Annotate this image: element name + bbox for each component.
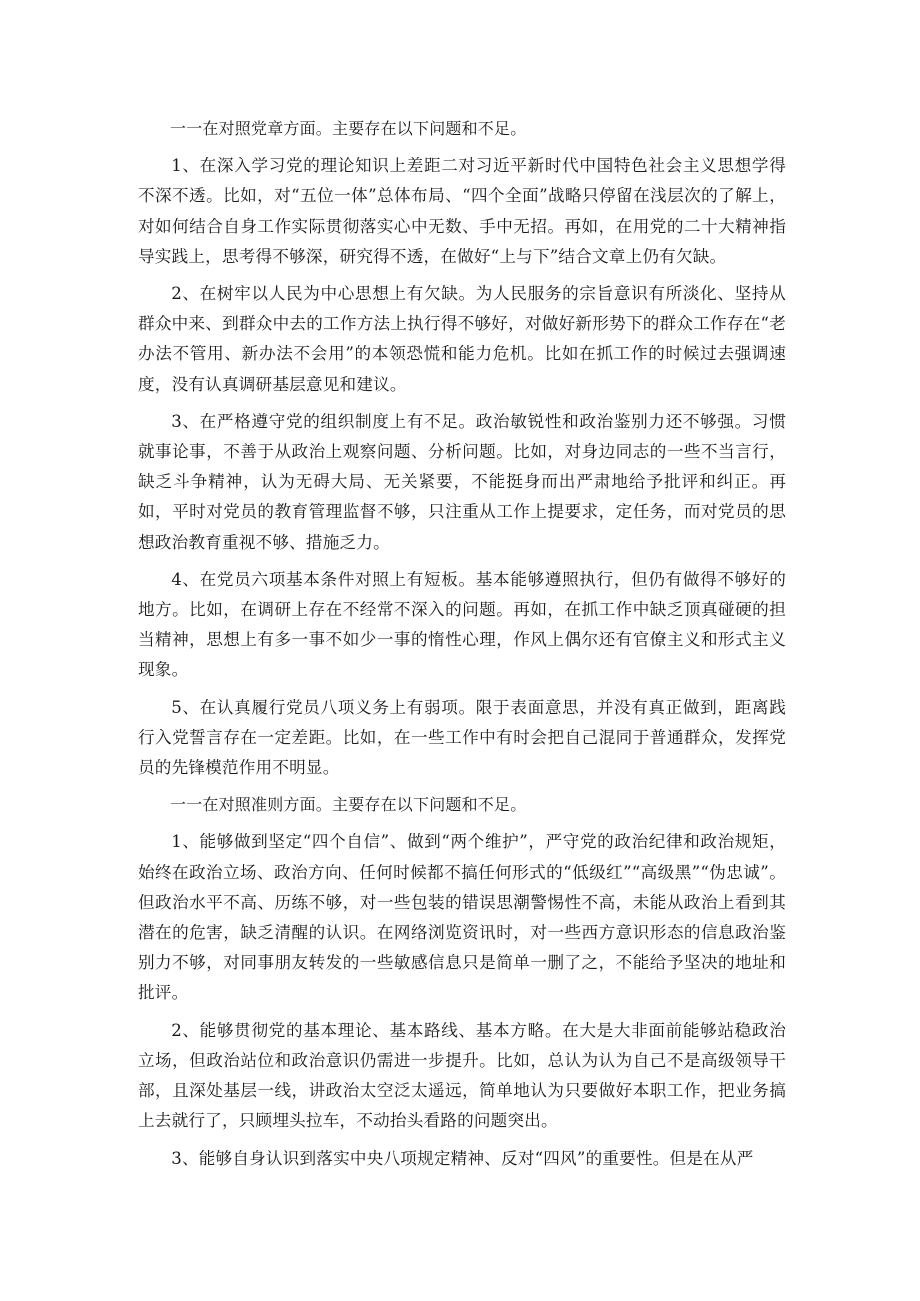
paragraph-guideline-3: 3、能够自身认识到落实中央八项规定精神、反对“四风”的重要性。但是在从严 [171, 1148, 754, 1168]
paragraph-guideline-2: 2、能够贯彻党的基本理论、基本路线、基本方略。在大是大非面前能够站稳政治立场，但政治站位和政治意识仍需进一步提升。比如，总认为认为自己不是高级领导干部，且深处基层一线，讲政治太空泛太遥远，简单地认为只要做好本职工作，把业务搞上去就行了，只顾埋头拉车，不动抬头看路的问题突出。 [138, 1020, 786, 1131]
section-heading-guidelines: 一一在对照准则方面。主要存在以下问题和不足。 [170, 795, 527, 815]
section-heading-party-constitution: 一一在对照党章方面。主要存在以下问题和不足。 [170, 119, 527, 138]
paragraph-item-4: 4、在党员六项基本条件对照上有短板。基本能够遵照执行，但仍有做得不够好的地方。比如，在调研上存在不经常不深入的问题。再如，在抓工作中缺乏顶真碰硬的担当精神，思想上有多一事不如少一事的惰性心理，作风上偶尔还有官僚主义和形式主义现象。 [138, 569, 786, 680]
paragraph-item-1: 1、在深入学习党的理论知识上差距二对习近平新时代中国特色社会主义思想学得不深不透。比如，对“五位一体”总体布局、“四个全面”战略只停留在浅层次的了解上，对如何结合自身工作实际贯彻落实心中无数、手中无招。再如，在用党的二十大精神指导实践上，思考得不够深，研究得不透，在做好“上与下”结合文章上仍有欠缺。 [138, 156, 786, 266]
paragraph-item-5: 5、在认真履行党员八项义务上有弱项。限于表面意思，并没有真正做到，距离践行入党誓言存在一定差距。比如，在一些工作中有时会把自己混同于普通群众，发挥党员的先锋模范作用不明显。 [138, 697, 786, 778]
document-body [138, 114, 786, 1174]
paragraph-item-3: 3、在严格遵守党的组织制度上有不足。政治敏锐性和政治鉴别力还不够强。习惯就事论事，不善于从政治上观察问题、分析问题。比如，对身边同志的一些不当言行，缺乏斗争精神，认为无碍大局、无关紧要，不能挺身而出严肃地给予批评和纠正。再如，平时对党员的教育管理监督不够，只注重从工作上提要求，定任务，而对党员的思想政治教育重视不够、措施乏力。 [138, 411, 786, 552]
paragraph-item-2: 2、在树牢以人民为中心思想上有欠缺。为人民服务的宗旨意识有所淡化、坚持从群众中来、到群众中去的工作方法上执行得不够好，对做好新形势下的群众工作存在“老办法不管用、新办法不会用”的本领恐慌和能力危机。比如在抓工作的时候过去强调速度，没有认真调研基层意见和建议。 [138, 284, 786, 394]
paragraph-guideline-1: 1、能够做到坚定“四个自信”、做到“两个维护”，严守党的政治纪律和政治规矩，始终在政治立场、政治方向、任何时候都不搞任何形式的“低级红”“高级黑”“伪忠诚”。但政治水平不高、历练不够，对一些包装的错误思潮警惕性不高，未能从政治上看到其潜在的危害，缺乏清醒的认识。在网络浏览资讯时，对一些西方意识形态的信息政治鉴别力不够，对同事朋友转发的一些敏感信息只是简单一删了之，不能给予坚决的地址和批评。 [138, 832, 786, 1003]
